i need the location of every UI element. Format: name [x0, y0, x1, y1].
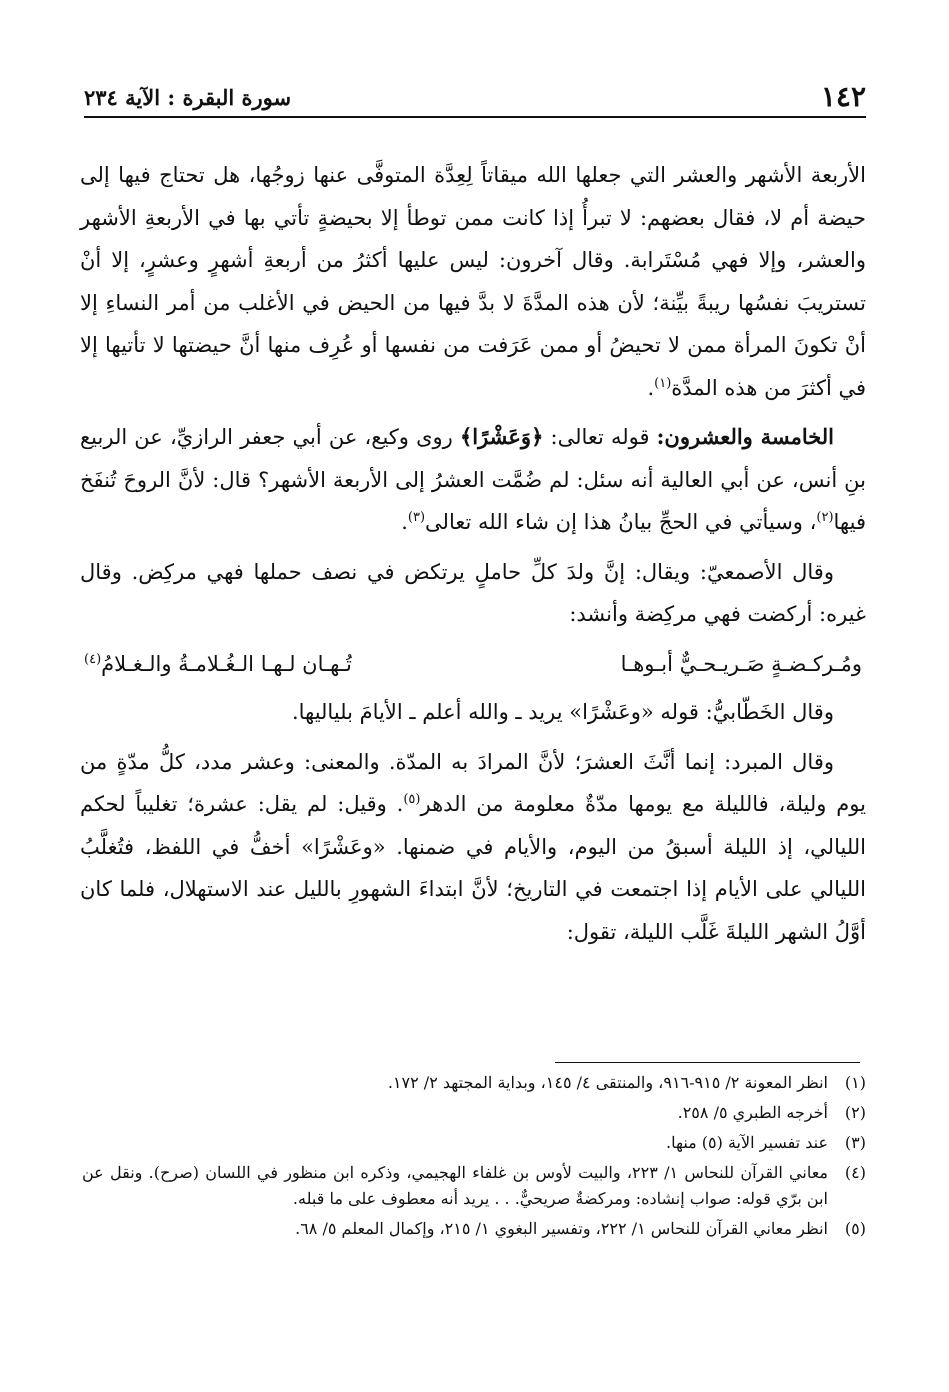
section-heading: الخامسة والعشرون: — [656, 424, 835, 449]
footnote-text: عند تفسير الآية (٥) منها. — [665, 1133, 828, 1152]
paragraph-2-text-b: روى وكيع، عن أبي جعفر الرازيِّ، عن الربيع بنِ أنس، عن أبي العالية أنه سئل: لم ضُمَّت العشرُ إلى الأربعة الأشهر؟ قال: لأنَّ الروحَ تُنفَخ فيها — [80, 425, 866, 534]
quran-quote: ﴿وَعَشْرًا﴾ — [459, 424, 544, 449]
running-title: سورة البقرة : الآية ٢٣٤ — [84, 85, 292, 110]
footnote-ref-4: (٤) — [84, 651, 102, 667]
paragraph-4: وقال الخَطّابيُّ: قوله «وعَشْرًا» يريد ـ والله أعلم ـ الأيامَ بلياليها. — [291, 700, 834, 724]
paragraph-5 — [80, 741, 866, 954]
footnote-ref-3: (٣) — [407, 510, 426, 525]
footnote — [82, 1100, 866, 1126]
footnote-number: (١) — [844, 1073, 866, 1092]
footnote-ref-5: (٥) — [403, 792, 421, 807]
footnote-ref-1: (١) — [654, 375, 672, 391]
footnote — [82, 1216, 866, 1242]
footnote-ref-2: (٢) — [816, 510, 834, 525]
footnote — [82, 1130, 866, 1156]
footnote-text: أخرجه الطبري ٥/ ٢٥٨. — [677, 1103, 828, 1122]
footnotes — [82, 1070, 866, 1246]
footnote — [82, 1160, 866, 1212]
footnote-text: معاني القرآن للنحاس ١/ ٢٢٣، والبيت لأوس بن غلفاء الهجيمي، وذكره ابن منظور في اللسان (صرح). ونقل عن ابن برّي قوله: صواب إنشاده: ومركضةٌ صريحيٌّ. . . يريد أنه معطوف على ما قبله. — [82, 1163, 829, 1208]
footnote-number: (٣) — [844, 1133, 866, 1152]
paragraph-3: وقال الأصمعيّ: ويقال: إنَّ ولدَ كلِّ حاملٍ يرتكض في نصف حملها فهي مركِض. وقال غيره: أركضت فهي مركِضة وأنشد: — [80, 559, 866, 626]
paragraph-1-end: . — [647, 375, 655, 400]
paragraph-2 — [80, 416, 866, 544]
footnote-text: انظر معاني القرآن للنحاس ١/ ٢٢٢، وتفسير البغوي ١/ ٢١٥، وإكمال المعلم ٥/ ٦٨. — [295, 1219, 828, 1238]
poetry-verse — [80, 643, 866, 686]
paragraph-1 — [80, 154, 866, 409]
paragraph-5-text-b: . وقيل: لم يقل: عشرة؛ تغليباً لحكم الليالي، إذ الليلة أسبقُ من اليوم، والأيام في ضمنها. «وعَشْرًا» أخفُّ في اللفظ، فتُغلَّبُ الليالي على الأيام إذا اجتمعت في التاريخ؛ لأنَّ ابتداءَ الشهورِ بالليل عند الاستهلال، فلما كان أوَّلُ الشهر الليلةَ غَلَّب الليلة، تقول: — [80, 792, 866, 944]
footnote-number: (٥) — [844, 1219, 866, 1238]
paragraph-2-text-a: قوله تعالى: — [543, 425, 657, 449]
header-rule — [84, 116, 866, 118]
verse-second-hemistich-text: تُـهـان لـهـا الـغُـلامـةُ والـغـلامُ — [101, 651, 352, 676]
footnote-number: (٢) — [844, 1103, 866, 1122]
page-number: ١٤٢ — [820, 80, 866, 113]
footnote-text: انظر المعونة ٢/ ٩١٥-٩١٦، والمنتقى ٤/ ١٤٥، وبداية المجتهد ٢/ ١٧٢. — [387, 1073, 828, 1092]
paragraph-2-text-c: ، وسيأتي في الحجِّ بيانُ هذا إن شاء الله تعالى — [425, 510, 817, 534]
footnote-separator — [555, 1062, 860, 1063]
paragraph-5-text-a: وقال المبرد: إنما أنَّثَ العشرَ؛ لأنَّ المرادَ به المدّة. والمعنى: وعشر مدد، كلُّ مدّةٍ من يوم وليلة، فالليلة مع يومها مدّةٌ معلومة من الدهر — [80, 749, 866, 816]
footnote — [82, 1070, 866, 1096]
verse-second-hemistich — [84, 643, 352, 686]
verse-first-hemistich: ومُـركـضـةٍ صَـريـحـيٌّ أبـوهـا — [620, 651, 862, 676]
page-header — [84, 72, 866, 116]
footnote-number: (٤) — [844, 1163, 866, 1182]
main-text — [80, 154, 866, 960]
paragraph-1-text: الأربعة الأشهر والعشر التي جعلها الله ميقاتاً لِعِدَّة المتوفَّى عنها زوجُها، هل تحتاج فيها إلى حيضة أم لا، فقال بعضهم: لا تبرأُ إذا كانت ممن توطأ إلا بحيضةٍ تأتي بها في الأربعةِ الأشهر والعشر، وإلا فهي مُسْتَرابة. وقال آخرون: ليس عليها أكثرُ من أربعةِ أشهرٍ وعشرٍ، إلا أنْ تستريبَ نفسُها ريبةً بيِّنة؛ لأن هذه المدَّةَ لا بدَّ فيها من الحيض في الأغلب من أمر النساءِ إلا أنْ تكونَ المرأة ممن لا تحيضُ أو ممن عَرَفت من نفسها أو عُرِف منها أنَّ حيضتها لا تأتيها إلا في أكثرَ من هذه المدَّة — [80, 163, 866, 400]
paragraph-2-end: . — [401, 510, 408, 534]
